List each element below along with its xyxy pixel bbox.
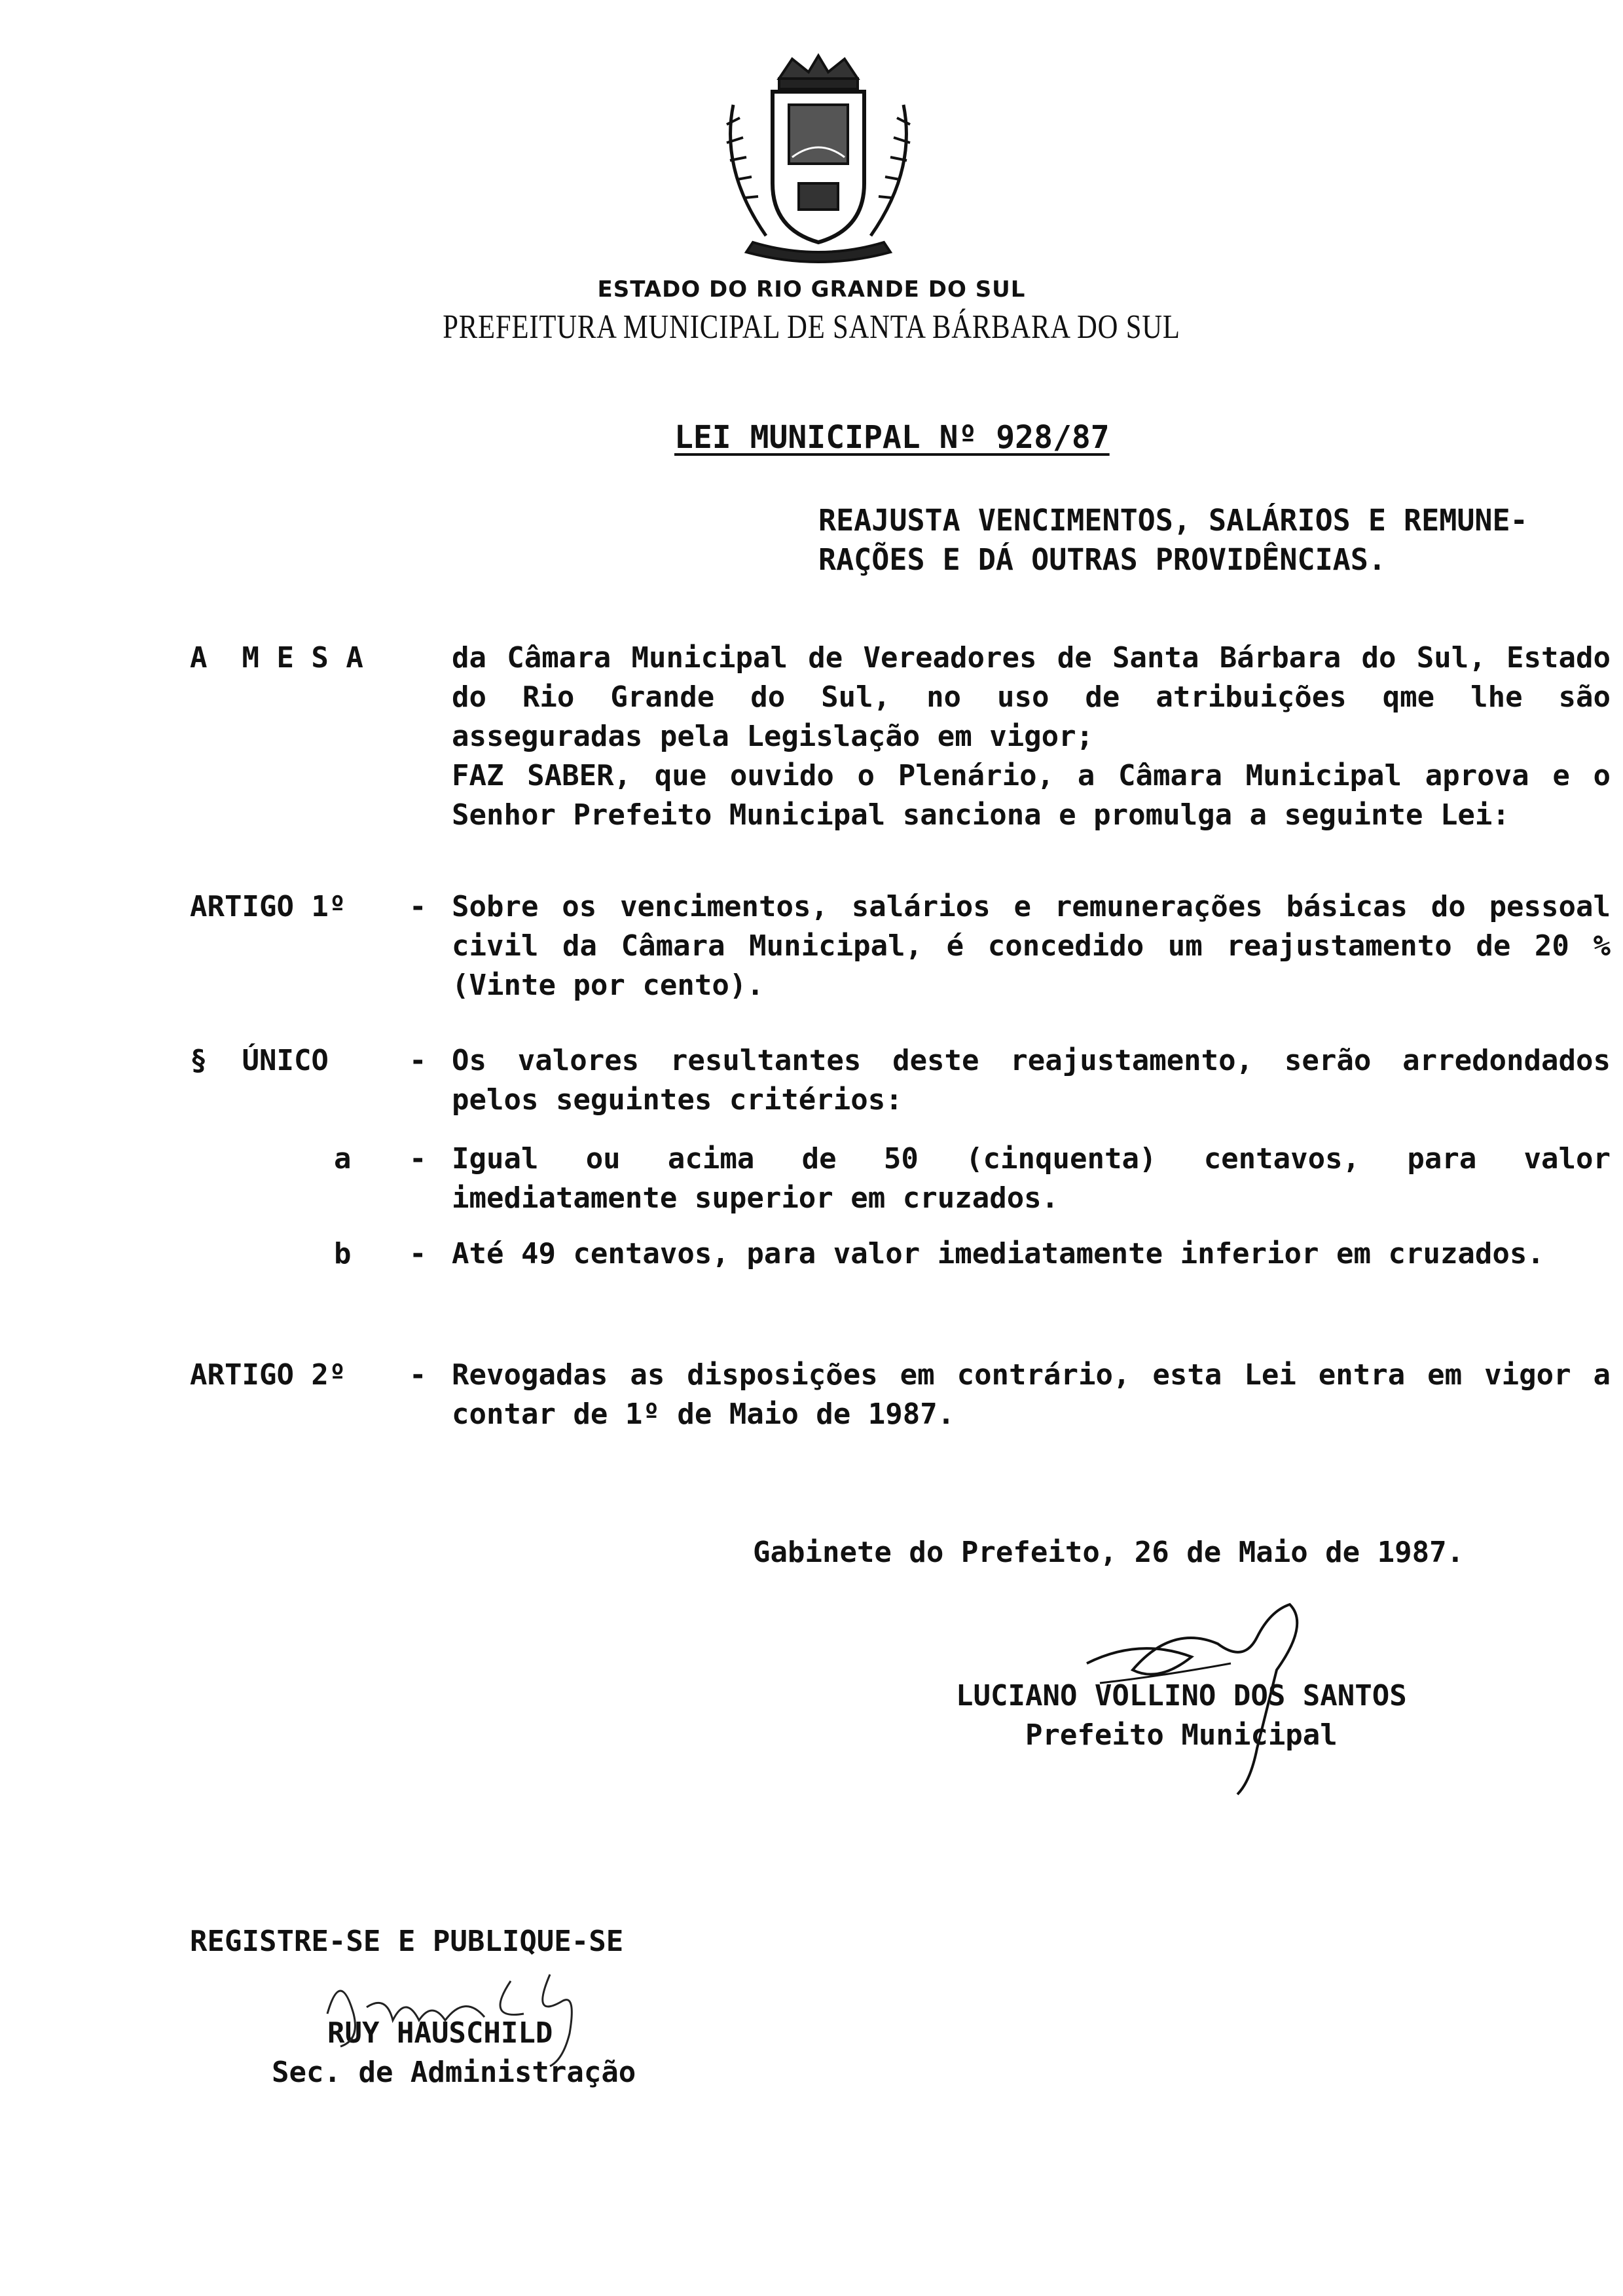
article-2-label: ARTIGO 2º	[190, 1358, 346, 1392]
registration-heading: REGISTRE-SE E PUBLIQUE-SE	[190, 1925, 624, 1958]
mayor-block	[956, 1676, 1407, 1755]
secretary-role: Sec. de Administração	[272, 2056, 636, 2089]
law-title: LEI MUNICIPAL Nº 928/87	[674, 419, 1110, 456]
paragraph-unico-dash: -	[409, 1044, 427, 1077]
item-a-text: Igual ou acima de 50 (cinquenta) centavos, para valor imediatamente superior em cruzados.	[452, 1142, 1611, 1215]
place-and-date: Gabinete do Prefeito, 26 de Maio de 1987.	[753, 1536, 1465, 1569]
item-a-dash: -	[409, 1142, 427, 1176]
state-name: ESTADO DO RIO GRANDE DO SUL	[597, 276, 1026, 303]
mayor-name: LUCIANO VOLLINO DOS SANTOS	[956, 1679, 1407, 1713]
item-b-dash: -	[409, 1237, 427, 1270]
article-1-label: ARTIGO 1º	[190, 890, 346, 923]
item-b-label: b	[334, 1237, 352, 1270]
prefeitura-name: PREFEITURA MUNICIPAL DE SANTA BÁRBARA DO SUL	[443, 308, 1180, 346]
paragraph-unico-text: Os valores resultantes deste reajustamento, serão arredondados pelos seguintes critérios:	[452, 1044, 1611, 1117]
law-ementa	[818, 501, 1623, 580]
paragraph-unico-label: § ÚNICO	[190, 1044, 329, 1077]
secretary-signature	[314, 1955, 655, 2073]
article-1-text: Sobre os vencimentos, salários e remunerações básicas do pessoal civil da Câmara Municipal, é concedido um reajustamento de 20 % (Vinte por cento).	[452, 890, 1611, 1002]
municipal-coat-of-arms	[694, 52, 943, 268]
item-b-text: Até 49 centavos, para valor imediatamente inferior em cruzados.	[452, 1237, 1544, 1270]
secretary-name: RUY HAUSCHILD	[327, 2016, 553, 2050]
preamble-text: da Câmara Municipal de Vereadores de Santa Bárbara do Sul, Estado do Rio Grande do Sul, no uso de atribuições qme lhe são asseguradas pela Legislação em vigor;	[452, 641, 1611, 753]
item-a-label: a	[334, 1142, 352, 1176]
preamble-label: A M E S A	[190, 641, 363, 675]
preamble-faz-saber: FAZ SABER, que ouvido o Plenário, a Câmara Municipal aprova e o Senhor Prefeito Municipal sanciona e promulga a seguinte Lei:	[452, 759, 1611, 832]
article-2-text: Revogadas as disposições em contrário, esta Lei entra em vigor a contar de 1º de Maio de 1987.	[452, 1358, 1611, 1431]
ementa-line-2: RAÇÕES E DÁ OUTRAS PROVIDÊNCIAS.	[818, 542, 1386, 577]
article-2-dash: -	[409, 1358, 427, 1392]
mayor-role: Prefeito Municipal	[1025, 1718, 1338, 1752]
ementa-line-1: REAJUSTA VENCIMENTOS, SALÁRIOS E REMUNE-	[818, 503, 1528, 538]
article-1-dash: -	[409, 890, 427, 923]
